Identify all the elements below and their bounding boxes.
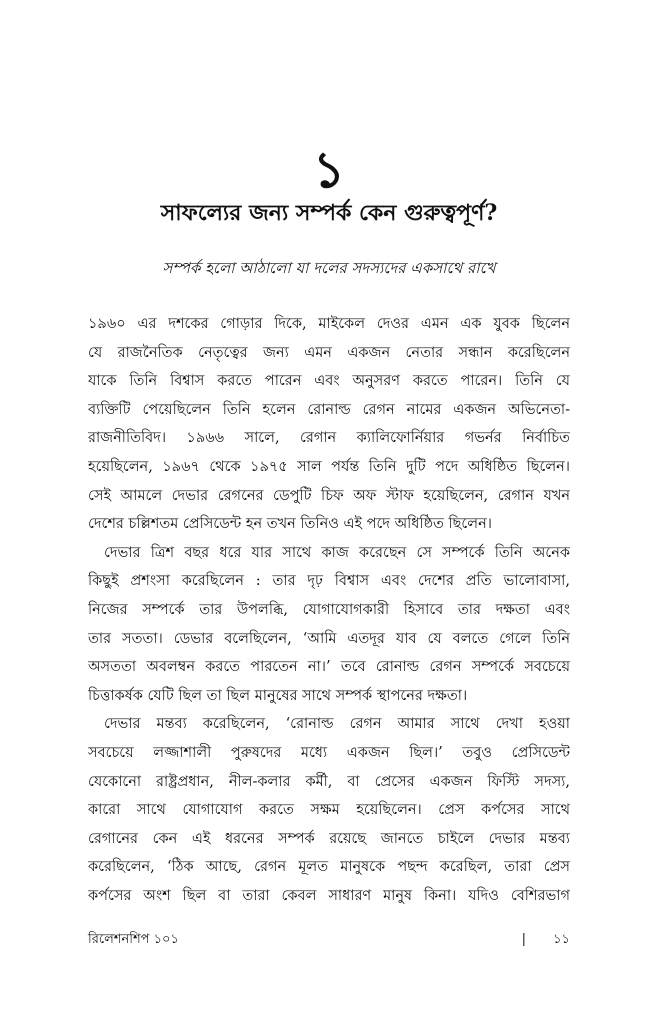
paragraph-2 [88,539,570,711]
text-line: দেশের চল্লিশতম প্রেসিডেন্ট হন তখন তিনিও এই পদে অধিষ্ঠিত ছিলেন। [88,516,492,533]
paragraph-3 [88,710,570,910]
chapter-subtitle: সম্পর্ক হলো আঠালো যা দলের সদস্যদের একসাথে রাখে [162,259,496,277]
text-line: দেভার ত্রিশ বছর ধরে যার সাথে কাজ করেছেন সে সম্পর্কে তিনি অনেক [104,544,570,561]
body-text [88,310,570,910]
text-line: দেভার মন্তব্য করেছিলেন, ‘রোনাল্ড রেগন আমার সাথে দেখা হওয়া [104,716,570,733]
running-book-title: রিলেশনশিপ ১০১ [88,932,179,947]
text-line: রেগানের কেন এই ধরনের সম্পর্ক রয়েছে জানতে চাইলে দেভার মন্তব্য [88,830,570,847]
text-line: যে রাজনৈতিক নেতৃত্বের জন্য এমন একজন নেতার সন্ধান করেছিলেন [88,344,570,361]
chapter-number: ১ [312,140,346,199]
text-line: করেছিলেন, ‘ঠিক আছে, রেগন মূলত মানুষকে পছন্দ করেছিল, তারা প্রেস [88,859,570,876]
text-line: কর্পসের অংশ ছিল বা তারা কেবল সাধারণ মানুষ কিনা। যদিও বেশিরভাগ [88,887,570,904]
text-line: নিজের সম্পর্কে তার উপলব্ধি, যোগাযোগকারী হিসাবে তার দক্ষতা এবং [88,601,570,618]
page-footer [88,928,570,952]
text-line: যাকে তিনি বিশ্বাস করতে পারেন এবং অনুসরণ করতে পারেন। তিনি যে [88,373,570,390]
text-line: যেকোনো রাষ্ট্রপ্রধান, নীল-কলার কর্মী, বা প্রেসের একজন ফিস্টি সদস্য, [88,773,570,790]
text-line: সেই আমলে দেভার রেগনের ডেপুটি চিফ অফ স্টাফ হয়েছিলেন, রেগান যখন [88,487,570,504]
text-line: ১৯৬০ এর দশকের গোড়ার দিকে, মাইকেল দেওর এমন এক যুবক ছিলেন [88,316,570,332]
text-line: চিত্তাকর্ষক যেটি ছিল তা ছিল মানুষের সাথে সম্পর্ক স্থাপনের দক্ষতা। [88,687,468,704]
paragraph-1 [88,310,570,539]
text-line: তার সততা। ডেভার বলেছিলেন, ‘আমি এতদূর যাব যে বলতে গেলে তিনি [88,630,570,647]
chapter-title: সাফল্যের জন্য সম্পর্ক কেন গুরুত্বপূর্ণ? [160,200,498,226]
page-number: ১১ [553,932,570,947]
text-line: কিছুই প্রশংসা করেছিলেন : তার দৃঢ় বিশ্বাস এবং দেশের প্রতি ভালোবাসা, [88,573,570,590]
footer-separator: | [521,932,526,947]
text-line: অসততা অবলম্বন করতে পারতেন না।’ তবে রোনাল্ড রেগন সম্পর্কে সবচেয়ে [88,659,570,676]
text-line: ব্যক্তিটি পেয়েছিলেন তিনি হলেন রোনাল্ড রেগন নামের একজন অভিনেতা- [88,401,570,418]
text-line: রাজনীতিবিদ। ১৯৬৬ সালে, রেগান ক্যালিফোর্নিয়ার গভর্নর নির্বাচিত [88,430,570,447]
text-line: হয়েছিলেন, ১৯৬৭ থেকে ১৯৭৫ সাল পর্যন্ত তিনি দুটি পদে অধিষ্ঠিত ছিলেন। [88,458,570,475]
text-line: সবচেয়ে লজ্জাশালী পুরুষদের মধ্যে একজন ছিল।’ তবুও প্রেসিডেন্ট [88,744,570,761]
text-line: কারো সাথে যোগাযোগ করতে সক্ষম হয়েছিলেন। প্রেস কর্পসের সাথে [88,802,570,819]
